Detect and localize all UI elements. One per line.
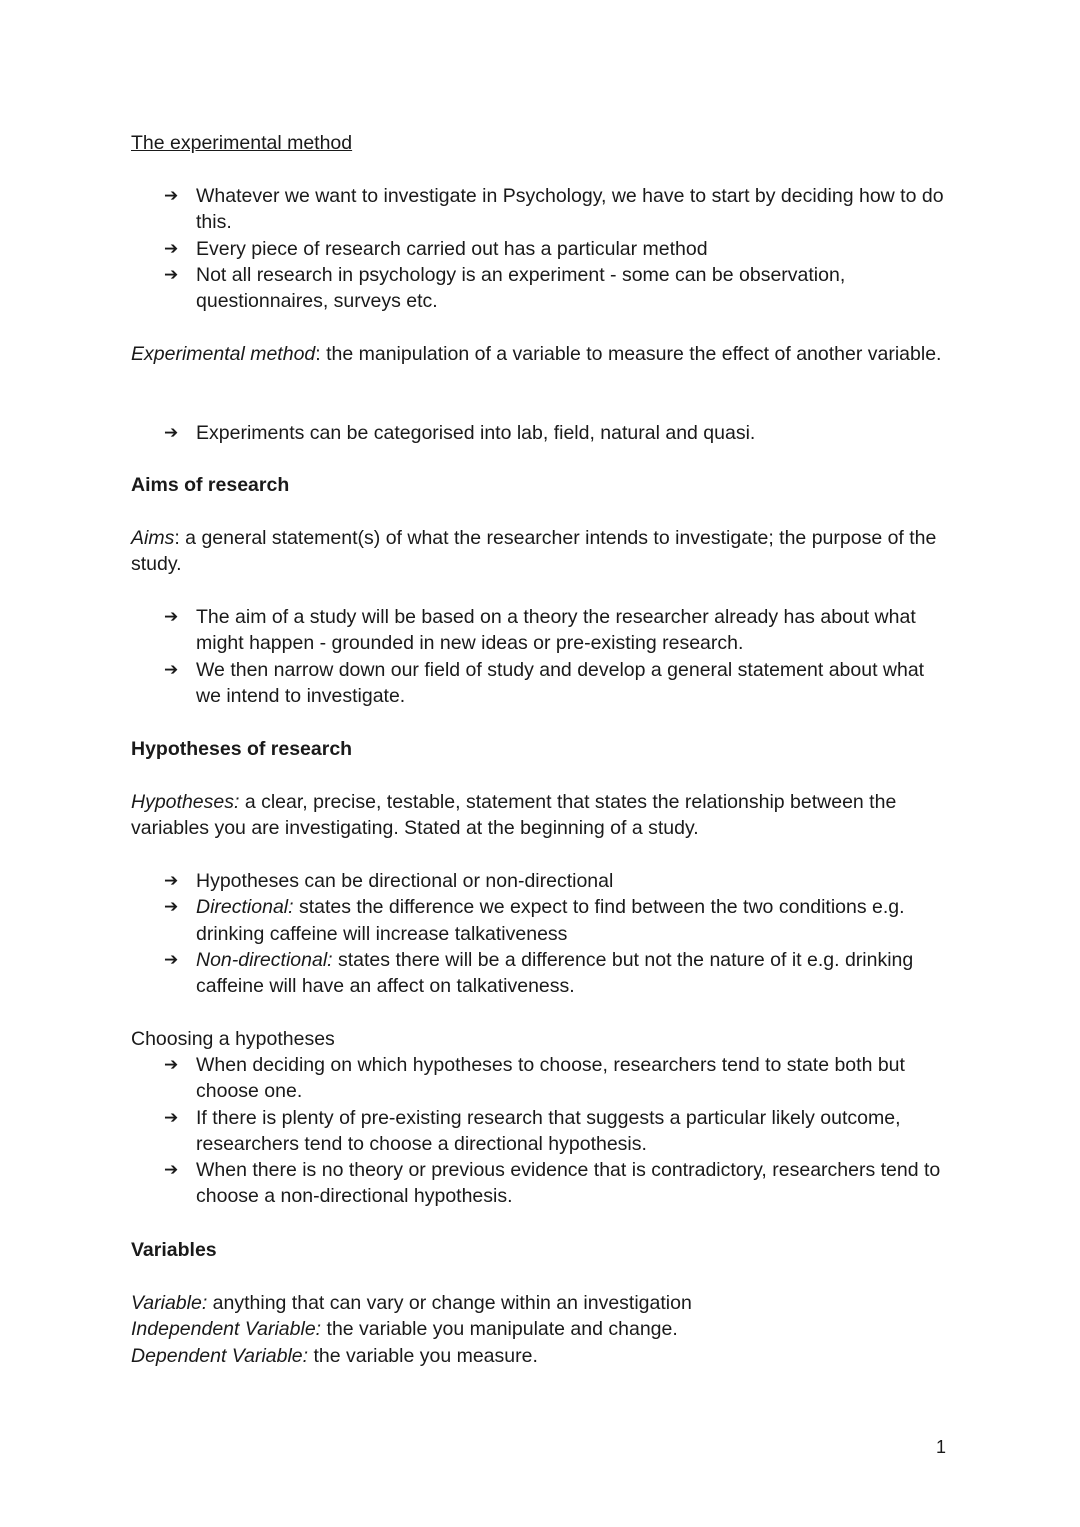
arrow-bullet-icon: ➔ <box>164 1160 179 1181</box>
arrow-bullet-icon: ➔ <box>164 949 179 970</box>
arrow-bullet-icon: ➔ <box>164 871 179 891</box>
arrow-bullet-icon: ➔ <box>164 659 179 680</box>
definition-term: Variable: <box>131 1292 208 1314</box>
list-item: ➔ If there is plenty of pre-existing research that suggests a particular likely outcome, researchers tend to choose a directional hypothesis. <box>164 1106 901 1155</box>
definition-dependent-variable <box>131 1343 951 1369</box>
arrow-bullet-icon: ➔ <box>164 1055 179 1075</box>
list-item: ➔ Every piece of research carried out has a particular method <box>131 236 951 262</box>
bullet-term: Non-directional: <box>196 948 333 971</box>
variables-definitions <box>131 1290 951 1369</box>
definition-term: Aims <box>131 527 175 549</box>
arrow-bullet-icon: ➔ <box>164 897 179 918</box>
definition-variable <box>131 1290 951 1316</box>
section-heading-aims: Aims of research <box>131 474 290 496</box>
definition-experimental-method <box>131 341 951 367</box>
definition-text: a clear, precise, testable, statement that states the relationship between the variables you are investigating. Stated at the beginning of a study. <box>131 791 897 840</box>
definition-text: the variable you measure. <box>308 1344 538 1367</box>
list-item: ➔ When deciding on which hypotheses to choose, researchers tend to state both but choose one. <box>164 1054 905 1103</box>
definition-text: : the manipulation of a variable to measure the effect of another variable. <box>315 343 942 365</box>
definition-term: Independent Variable: <box>131 1318 322 1341</box>
definition-text: : a general statement(s) of what the researcher intends to investigate; the purpose of the study. <box>131 527 937 576</box>
definition-term: Experimental method <box>131 343 316 365</box>
section-heading-hypotheses: Hypotheses of research <box>131 738 353 760</box>
arrow-bullet-icon: ➔ <box>164 607 179 627</box>
aims-bullets <box>131 604 951 709</box>
definition-hypotheses <box>131 789 951 842</box>
choosing-bullets <box>131 1052 951 1210</box>
list-item: ➔ Experiments can be categorised into lab, field, natural and quasi. <box>131 420 951 446</box>
list-item: ➔ Hypotheses can be directional or non-directional <box>131 868 951 894</box>
arrow-bullet-icon: ➔ <box>164 423 179 443</box>
list-item: ➔ The aim of a study will be based on a theory the researcher already has about what might happen - grounded in new ideas or pre-existing research. <box>164 606 916 655</box>
list-item: ➔ Whatever we want to investigate in Psychology, we have to start by deciding how to do this. <box>164 185 944 234</box>
definition-text: the variable you manipulate and change. <box>321 1318 678 1341</box>
experimental-bullets <box>131 183 951 314</box>
arrow-bullet-icon: ➔ <box>164 238 179 259</box>
definition-text: anything that can vary or change within an investigation <box>207 1292 692 1314</box>
hypotheses-bullets <box>131 868 951 999</box>
arrow-bullet-icon: ➔ <box>164 1107 179 1128</box>
list-item: ➔ We then narrow down our field of study and develop a general statement about what we intend to investigate. <box>164 658 925 707</box>
section-title-experimental-method: The experimental method <box>131 132 353 154</box>
list-item: ➔ Directional: states the difference we expect to find between the two conditions e.g. drinking caffeine will increase talkativeness <box>164 896 905 945</box>
list-item: ➔ Not all research in psychology is an experiment - some can be observation, questionnaires, surveys etc. <box>164 263 846 313</box>
section-heading-variables: Variables <box>131 1239 217 1261</box>
definition-independent-variable <box>131 1316 951 1342</box>
experimental-bullets-2 <box>131 420 951 446</box>
section-heading-choosing: Choosing a hypotheses <box>131 1028 335 1050</box>
definition-term: Hypotheses: <box>131 791 240 813</box>
definition-aims <box>131 525 951 578</box>
arrow-bullet-icon: ➔ <box>164 264 179 285</box>
definition-term: Dependent Variable: <box>131 1344 309 1367</box>
page-number: 1 <box>936 1437 947 1457</box>
list-item: ➔ When there is no theory or previous evidence that is contradictory, researchers tend to choose a non-directional hypothesis. <box>164 1159 941 1208</box>
arrow-bullet-icon: ➔ <box>164 186 179 206</box>
bullet-term: Directional: <box>196 896 294 919</box>
list-item: ➔ Non-directional: states there will be a difference but not the nature of it e.g. drinking caffeine will have an affect on talkativeness. <box>164 948 914 998</box>
